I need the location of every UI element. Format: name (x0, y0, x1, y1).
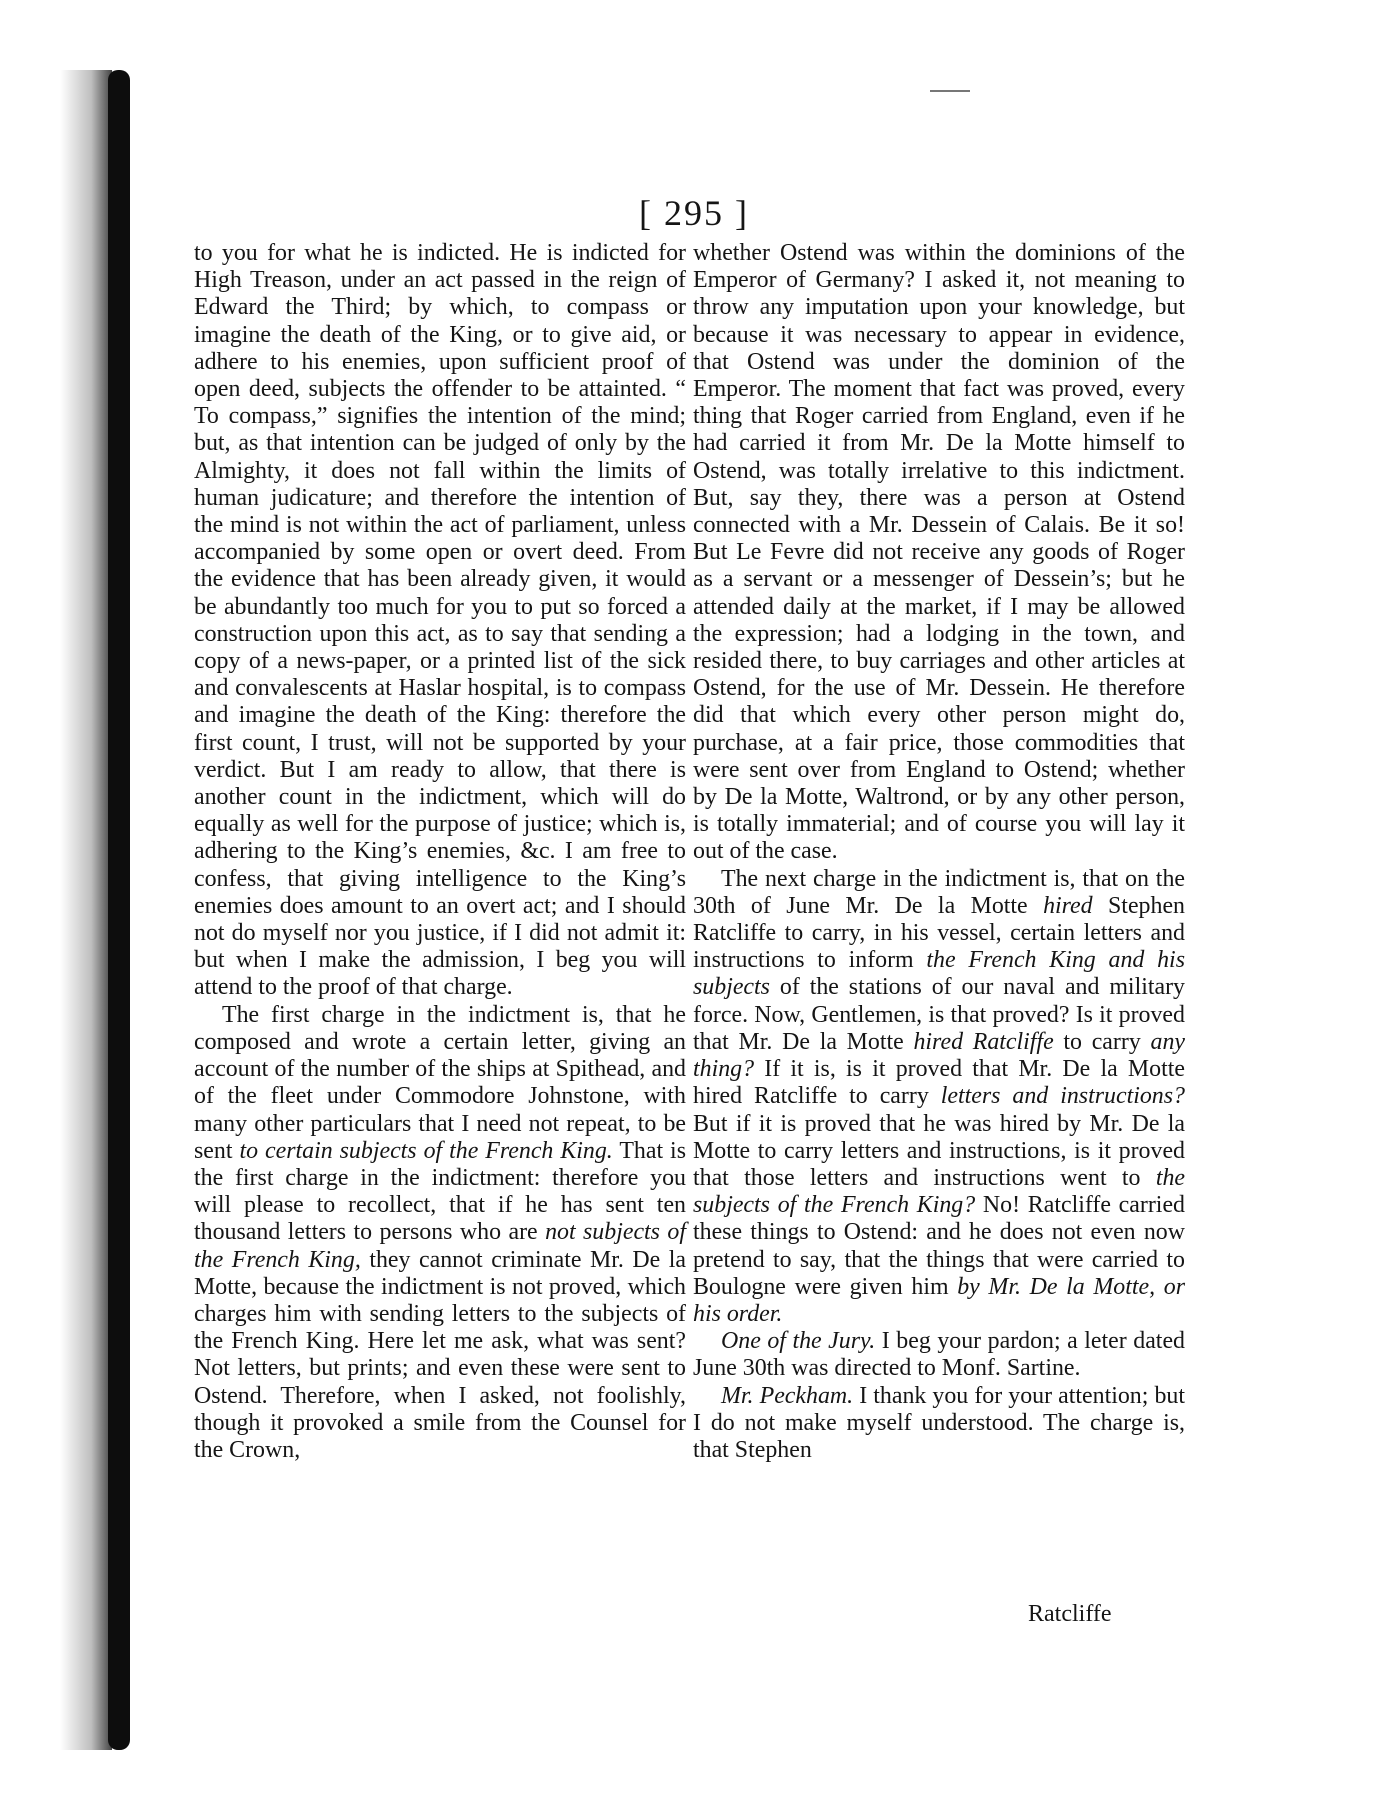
paragraph (693, 866, 1185, 1328)
italic-run: any thing? (693, 1028, 1185, 1083)
paragraph (693, 1383, 1185, 1465)
text-run: they cannot criminate Mr. De la Motte, because the indictment is not proved, which charges him with sending letters to the subjects of the French King. Here let me ask, what was sent? Not letters, but prints; and even these were sent to Ostend. Therefore, when I asked, not foolishly, though it provoked a smile from the Counsel for the Crown, (194, 1246, 687, 1463)
page-number-header: [ 295 ] (639, 193, 749, 233)
scan-mark (930, 90, 970, 92)
text-run: I thank you for your attention; but I do not make myself understood. The charge is, that Stephen (693, 1382, 1185, 1463)
italic-run: the French King and his subjects (693, 947, 1185, 1001)
paragraph (693, 1328, 1185, 1382)
text-run: If it is, is it proved that Mr. De la Motte hired Ratcliffe to carry (693, 1056, 1185, 1110)
paragraph (693, 240, 1185, 866)
text-run: But if it is proved that he was hired by Mr. De la Motte to carry letters and instructions, is it proved that those letters and instructions went to (693, 1110, 1185, 1191)
text-run: of the stations of our naval and military force. Now, Gentlemen, is that proved? Is it proved that Mr. De la Motte (693, 974, 1185, 1055)
text-run: to carry (1053, 1028, 1151, 1055)
italic-run: the subjects of the French King? (693, 1164, 1185, 1219)
text-run: Stephen Ratcliffe to carry, in his vessel, certain letters and instructions to inform (693, 892, 1185, 974)
paragraph (194, 1002, 686, 1464)
spine-shadow (60, 70, 112, 1750)
text-run: That is the first charge in the indictment: therefore you will please to recollect, that if he has sent ten thousand letters to persons who are (194, 1137, 686, 1246)
paragraph (194, 240, 686, 1002)
text-run: The first charge in the indictment is, that he composed and wrote a certain letter, giving an account of the number of the ships at Spithead, and of the fleet under Commodore Johnstone, with many other particulars that I need not repeat, to be sent (194, 1001, 686, 1164)
italic-run: hired Ratcliffe (913, 1028, 1054, 1055)
book-spine-edge (40, 70, 122, 1750)
text-run: No! Ratcliffe carried these things to Ostend: and he does not even now pretend to say, that the things that were carried to Boulogne were given him (693, 1192, 1185, 1300)
text-run: I beg your pardon; a leter dated June 30th was directed to Monf. Sartine. (693, 1328, 1185, 1382)
italic-run: Mr. Peckham. (721, 1382, 854, 1409)
left-text-column (194, 240, 686, 1464)
italic-run: hired (1043, 892, 1093, 919)
text-run: to you for what he is indicted. He is indicted for High Treason, under an act passed in the reign of Edward the Third; by which, to compass or imagine the death of the King, or to give aid, or adhere to his enemies, upon sufficient proof of open deed, subjects the offender to be attainted. “ To compass,” signifies the intention of the mind; but, as that intention can be judged of only by the Almighty, it does not fall within the limits of human judicature; and therefore the intention of the mind is not within the act of parliament, unless accompanied by some open or overt deed. From the evidence that has been already given, it would be abundantly too much for you to put so forced a construction upon this act, as to say that sending a copy of a news-paper, or a printed list of the sick and convalescents at Haslar hospital, is to compass and imagine the death of the King: therefore the first count, I trust, will not be supported by your verdict. But I am ready to allow, that there is another count in the indictment, which will do equally as well for the purpose of justice; which is, adhering to the King’s enemies, &c. I am free to confess, that giving intelligence to the King’s enemies does amount to an overt act; and I should not do myself nor you justice, if I did not admit it: but when I make the admission, I beg you will attend to the proof of that charge. (194, 240, 686, 1001)
italic-run: not subjects of the French King, (194, 1219, 686, 1273)
italic-run: One of the Jury. (721, 1328, 876, 1355)
spine-binding (108, 70, 130, 1750)
right-text-column (693, 240, 1185, 1464)
text-run: whether Ostend was within the dominions of the Emperor of Germany? I asked it, not meaning to throw any imputation upon your knowledge, but because it was necessary to appear in evidence, that Ostend was under the dominion of the Emperor. The moment that fact was proved, every thing that Roger carried from England, even if he had carried it from Mr. De la Motte himself to Ostend, was totally irrelative to this indictment. But, say they, there was a person at Ostend connected with a Mr. Dessein of Calais. Be it so! But Le Fevre did not receive any goods of Roger as a servant or a messenger of Dessein’s; but he attended daily at the market, if I may be allowed the expression; had a lodging in the town, and resided there, to buy carriages and other articles at Ostend, for the use of Mr. Dessein. He therefore did that which every other person might do, purchase, at a fair price, those commodities that were sent over from England to Ostend; whether by De la Motte, Waltrond, or by any other person, is totally immaterial; and of course you will lay it out of the case. (693, 240, 1185, 865)
italic-run: letters and instructions? (940, 1083, 1185, 1110)
italic-run: to certain subjects of the French King. (239, 1137, 613, 1164)
italic-run: by Mr. De la Motte, or his order. (693, 1273, 1185, 1327)
catchword: Ratcliffe (1028, 1601, 1112, 1627)
text-run: The next charge in the indictment is, that on the 30th of June Mr. De la Motte (693, 865, 1185, 919)
